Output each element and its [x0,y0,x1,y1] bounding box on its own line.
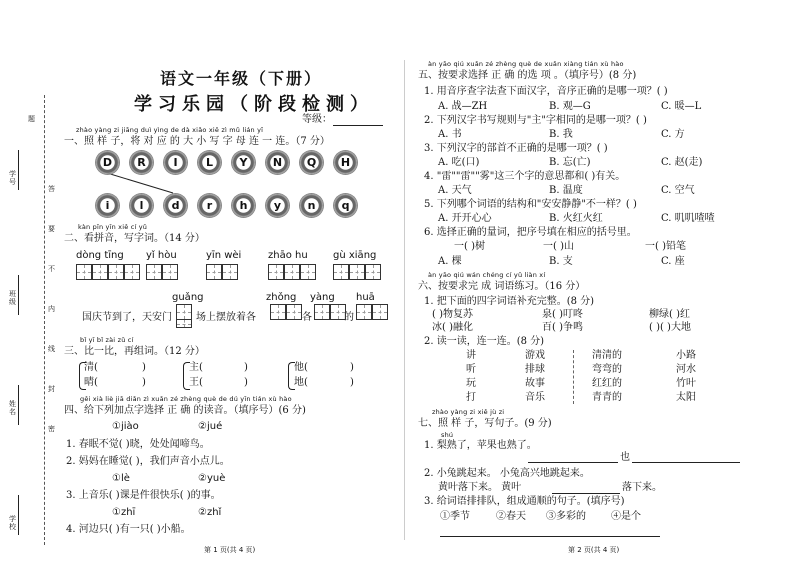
match-word: 游戏 [525,350,545,361]
letter-text: y [273,199,282,212]
s7-question-2: 2. 小兔跳起来。 小兔高兴地跳起来。 [424,468,590,479]
sentence-pinyin: zhǒng [266,292,297,303]
lowercase-letter[interactable] [130,194,153,217]
s5-q2-option: A. 书 [438,129,462,140]
s6-question-1: 1. 把下面的四字词语补充完整。(8 分) [424,296,595,307]
s4-question-1: 1. 春眠不觉( )晓，处处闻啼鸟。 [66,439,210,450]
s7-q1-fill: 也 [620,452,630,463]
sentence-text: 的 [344,312,354,323]
side-label: 答 [48,185,55,193]
reading-option: ②zhǐ [198,507,222,518]
s4-question-3: 3. 上音乐( )课是件很快乐( )的事。 [66,490,221,501]
answer-line[interactable] [528,462,618,463]
match-word: 竹叶 [676,378,696,389]
s7-question-3: 3. 给词语排排队，组成通顺的句子。(填序号) [424,496,625,507]
compare-blank[interactable]: ) [244,377,248,388]
idiom-blank: 百( )争鸣 [542,322,583,333]
lowercase-letter[interactable] [96,194,119,217]
s5-question-5: 5. 下列哪个词语的结构和"安安静静"不一样？( ) [424,199,637,210]
sentence-pinyin: huā [356,292,375,303]
letter-text: i [105,199,110,212]
idiom-blank: 泉( )叮咚 [542,309,583,320]
s5-q1-option: C. 暖—L [661,101,702,112]
s5-q5-option: A. 开开心心 [438,213,492,224]
match-word: 清清的 [592,350,622,361]
match-word: 河水 [676,364,696,375]
s5-q3-option: A. 吃(口) [438,157,480,168]
idiom-blank: ( )物复苏 [432,309,473,320]
letter-text: H [340,156,351,169]
side-name-label: 姓名 [9,400,16,416]
s5-q6-option: B. 支 [549,256,573,267]
reading-option: ①zhī [112,507,136,518]
s6-question-2: 2. 读一读，连一连。(8 分) [424,336,545,347]
letter-text: q [341,199,350,212]
match-word: 青青的 [592,392,622,403]
page-footer-right: 第 2 页(共 4 页) [568,546,620,554]
writing-box[interactable] [286,304,302,320]
s4-question-2: 2. 妈妈在睡觉( )，我们声音小点儿。 [66,456,230,467]
word-pinyin: yīn wèi [206,250,242,261]
compare-char: 地( [294,377,308,388]
s6-pinyin: àn yāo qiú wán chéng cí yǔ liàn xí [428,271,546,279]
s3-heading: 三、比一比，再组词。（12 分） [64,346,205,357]
uppercase-letter[interactable] [96,151,119,174]
lowercase-letter[interactable] [266,194,289,217]
side-label: 要 [48,225,55,233]
uppercase-letter[interactable] [232,151,255,174]
letter-text: I [173,156,178,169]
word-option: ③多彩的 [546,511,586,522]
match-word: 音乐 [525,392,545,403]
s5-question-6: 6. 选择正确的量词，把序号填在相应的括号里。 [424,227,637,238]
match-word: 玩 [466,378,476,389]
writing-box[interactable] [146,264,162,280]
match-word: 红红的 [592,378,622,389]
page-title: 语文一年级（下册） [160,69,323,88]
s2-heading: 二、看拼音，写字词。（14 分） [64,233,205,244]
uppercase-letter[interactable] [198,151,221,174]
match-word: 太阳 [676,392,696,403]
s5-q4-option: C. 空气 [661,185,695,196]
lowercase-letter[interactable] [334,194,357,217]
s7-q2-end: 落下来。 [622,482,662,493]
compare-blank[interactable]: ) [142,362,146,373]
sentence-pinyin: yàng [310,292,335,303]
word-option: ②春天 [496,511,526,522]
writing-box[interactable] [176,304,192,320]
measure-word-item: 一( )铅笔 [645,241,686,252]
s2-pinyin: kàn pīn yīn xiě cí yǔ [78,223,148,231]
s3-pinyin: bǐ yī bǐ zài zǔ cí [80,336,134,344]
s5-q6-option: C. 座 [661,256,685,267]
sentence-text: 国庆节到了，天安门 [82,312,172,323]
writing-box[interactable] [372,304,388,320]
match-word: 故事 [525,378,545,389]
s7-question-1: 1. 梨熟了，苹果也熟了。 [424,440,537,451]
compare-char: 主( [189,362,203,373]
side-label: 线 [48,345,55,353]
word-pinyin: gù xiāng [333,250,377,261]
s5-q3-option: B. 忘(亡) [549,157,591,168]
answer-line[interactable] [552,493,620,494]
letter-text: Q [306,156,317,169]
compare-blank[interactable]: ) [350,362,354,373]
compare-char: 清( [84,362,98,373]
match-word: 排球 [525,364,545,375]
match-word: 听 [466,364,476,375]
grade-label: 等级： [302,114,332,125]
writing-box[interactable] [108,264,124,280]
s5-q3-option: C. 赵(走) [661,157,703,168]
s5-q5-option: C. 叽叽喳喳 [661,213,715,224]
idiom-blank: 冰( )融化 [432,322,473,333]
s5-question-3: 3. 下列汉字的部首不正确的是哪一项？( ) [424,143,608,154]
s5-pinyin: àn yāo qiú xuǎn zé zhèng què de xuǎn xiàng tián xù hào [428,60,624,68]
word-pinyin: dòng tīng [76,250,124,261]
s5-q5-option: B. 火红火红 [549,213,603,224]
compare-char: 晴( [84,377,98,388]
writing-box[interactable] [330,304,346,320]
s5-q1-option: B. 观—G [549,101,591,112]
page-footer-left: 第 1 页(共 4 页) [204,546,256,554]
uppercase-letter[interactable] [130,151,153,174]
s7-heading: 七、照 样 子，写句子。(9 分) [418,418,552,429]
match-word: 打 [466,392,476,403]
lowercase-letter[interactable] [198,194,221,217]
measure-word-item: 一( )树 [454,241,485,252]
word-pinyin: zhāo hu [268,250,308,261]
page-divider [404,60,405,540]
sentence-pinyin: guǎng [172,292,204,303]
idiom-blank: 柳绿( )红 [649,309,690,320]
letter-text: l [139,199,144,212]
letter-text: n [307,199,316,212]
reading-option: ②yuè [198,473,226,484]
writing-box[interactable] [333,264,349,280]
side-student-id-label: 学号 [9,170,16,186]
uppercase-letter[interactable] [164,151,187,174]
compare-char: 他( [294,362,308,373]
s7-q2-prompt: 黄叶落下来。 黄叶 [438,482,522,493]
letter-text: r [206,199,213,212]
letter-text: d [171,199,180,212]
idiom-blank: ( )( )大地 [649,322,691,333]
compare-blank[interactable]: ) [142,377,146,388]
letter-text: R [137,156,146,169]
side-label: 封 [48,385,55,393]
writing-box[interactable] [365,264,381,280]
s5-heading: 五、按要求选择 正 确 的选 项 。（填序号）(8 分) [418,70,637,81]
page-subtitle: 学习乐园（阶段检测） [134,94,374,115]
s1-heading: 一、照 样 子，将 对 应 的 大 小 写 字 母 连 一 连。（7 分） [64,136,330,147]
s7-pinyin: zhào yàng zi xiě jù zi [432,408,505,416]
writing-box[interactable] [162,264,178,280]
writing-box[interactable] [349,264,365,280]
sentence-text: 各 [302,312,312,323]
writing-box[interactable] [222,264,238,280]
word-pinyin: yǐ hòu [146,250,177,261]
writing-box[interactable] [176,320,192,328]
s4-pinyin: gěi xià liè jiā diǎn zì xuǎn zé zhèng què de dú yīn tián xù hào [80,395,292,403]
compare-blank[interactable]: ) [244,362,248,373]
writing-box[interactable] [300,264,316,280]
writing-box[interactable] [206,264,222,280]
letter-text: L [205,156,213,169]
match-word: 讲 [466,350,476,361]
writing-box[interactable] [356,304,372,320]
letter-text: Y [239,156,248,169]
letter-text: h [239,199,248,212]
writing-box[interactable] [270,304,286,320]
s4-question-4: 4. 河边只( )有一只( )小船。 [66,524,191,535]
uppercase-letter[interactable] [334,151,357,174]
lowercase-letter[interactable] [232,194,255,217]
lowercase-letter[interactable] [300,194,323,217]
lowercase-letter[interactable] [164,194,187,217]
s4-heading: 四、给下列加点字选择 正 确 的读音。（填序号）(6 分) [64,405,306,416]
s5-q1-option: A. 战—ZH [438,101,488,112]
shu-pinyin: shú [441,431,454,439]
s1-pinyin: zhào yàng zi jiāng duì yìng de dà xiǎo xiě zì mǔ lián yī [76,126,264,134]
letter-text: N [272,156,283,169]
side-school-label: 学校 [9,515,16,531]
s5-q2-option: C. 方 [661,129,685,140]
s5-q6-option: A. 棵 [438,256,462,267]
measure-word-item: 一( )山 [543,241,574,252]
writing-box[interactable] [92,264,108,280]
answer-line[interactable] [440,536,660,537]
writing-box[interactable] [284,264,300,280]
s5-question-4: 4. "雷""雷""雾"这三个字的意思都和( )有关。 [424,171,626,182]
s5-q4-option: A. 天气 [438,185,472,196]
reading-option: ②jué [198,421,223,432]
uppercase-letter[interactable] [266,151,289,174]
sentence-text: 场上摆放着各 [196,312,256,323]
side-class-label: 班级 [9,290,16,306]
compare-blank[interactable]: ) [350,377,354,388]
writing-box[interactable] [314,304,330,320]
answer-line[interactable] [632,462,740,463]
word-option: ④是个 [611,511,641,522]
s6-heading: 六、按要求完 成 词语练习。（16 分） [418,281,586,292]
s5-q4-option: B. 温度 [549,185,583,196]
s5-q2-option: B. 我 [549,129,573,140]
writing-box[interactable] [76,264,92,280]
match-word: 小路 [676,350,696,361]
reading-option: ①jiào [112,421,139,432]
reading-option: ①lè [112,473,130,484]
side-label: 内 [48,305,55,313]
word-option: ①季节 [440,511,470,522]
side-label: 不 [48,265,55,273]
match-word: 弯弯的 [592,364,622,375]
s5-question-2: 2. 下列汉字书写规则与"主"字相同的是哪一项？( ) [424,115,647,126]
side-label: 题 [28,115,35,123]
letter-text: D [102,156,113,169]
match-divider [573,350,574,404]
writing-box[interactable] [124,264,140,280]
side-label: 密 [48,425,55,433]
uppercase-letter[interactable] [300,151,323,174]
writing-box[interactable] [268,264,284,280]
s5-question-1: 1. 用音序查字法查下面汉字，音序正确的是哪一项？( ) [424,86,668,97]
compare-char: 王( [189,377,203,388]
